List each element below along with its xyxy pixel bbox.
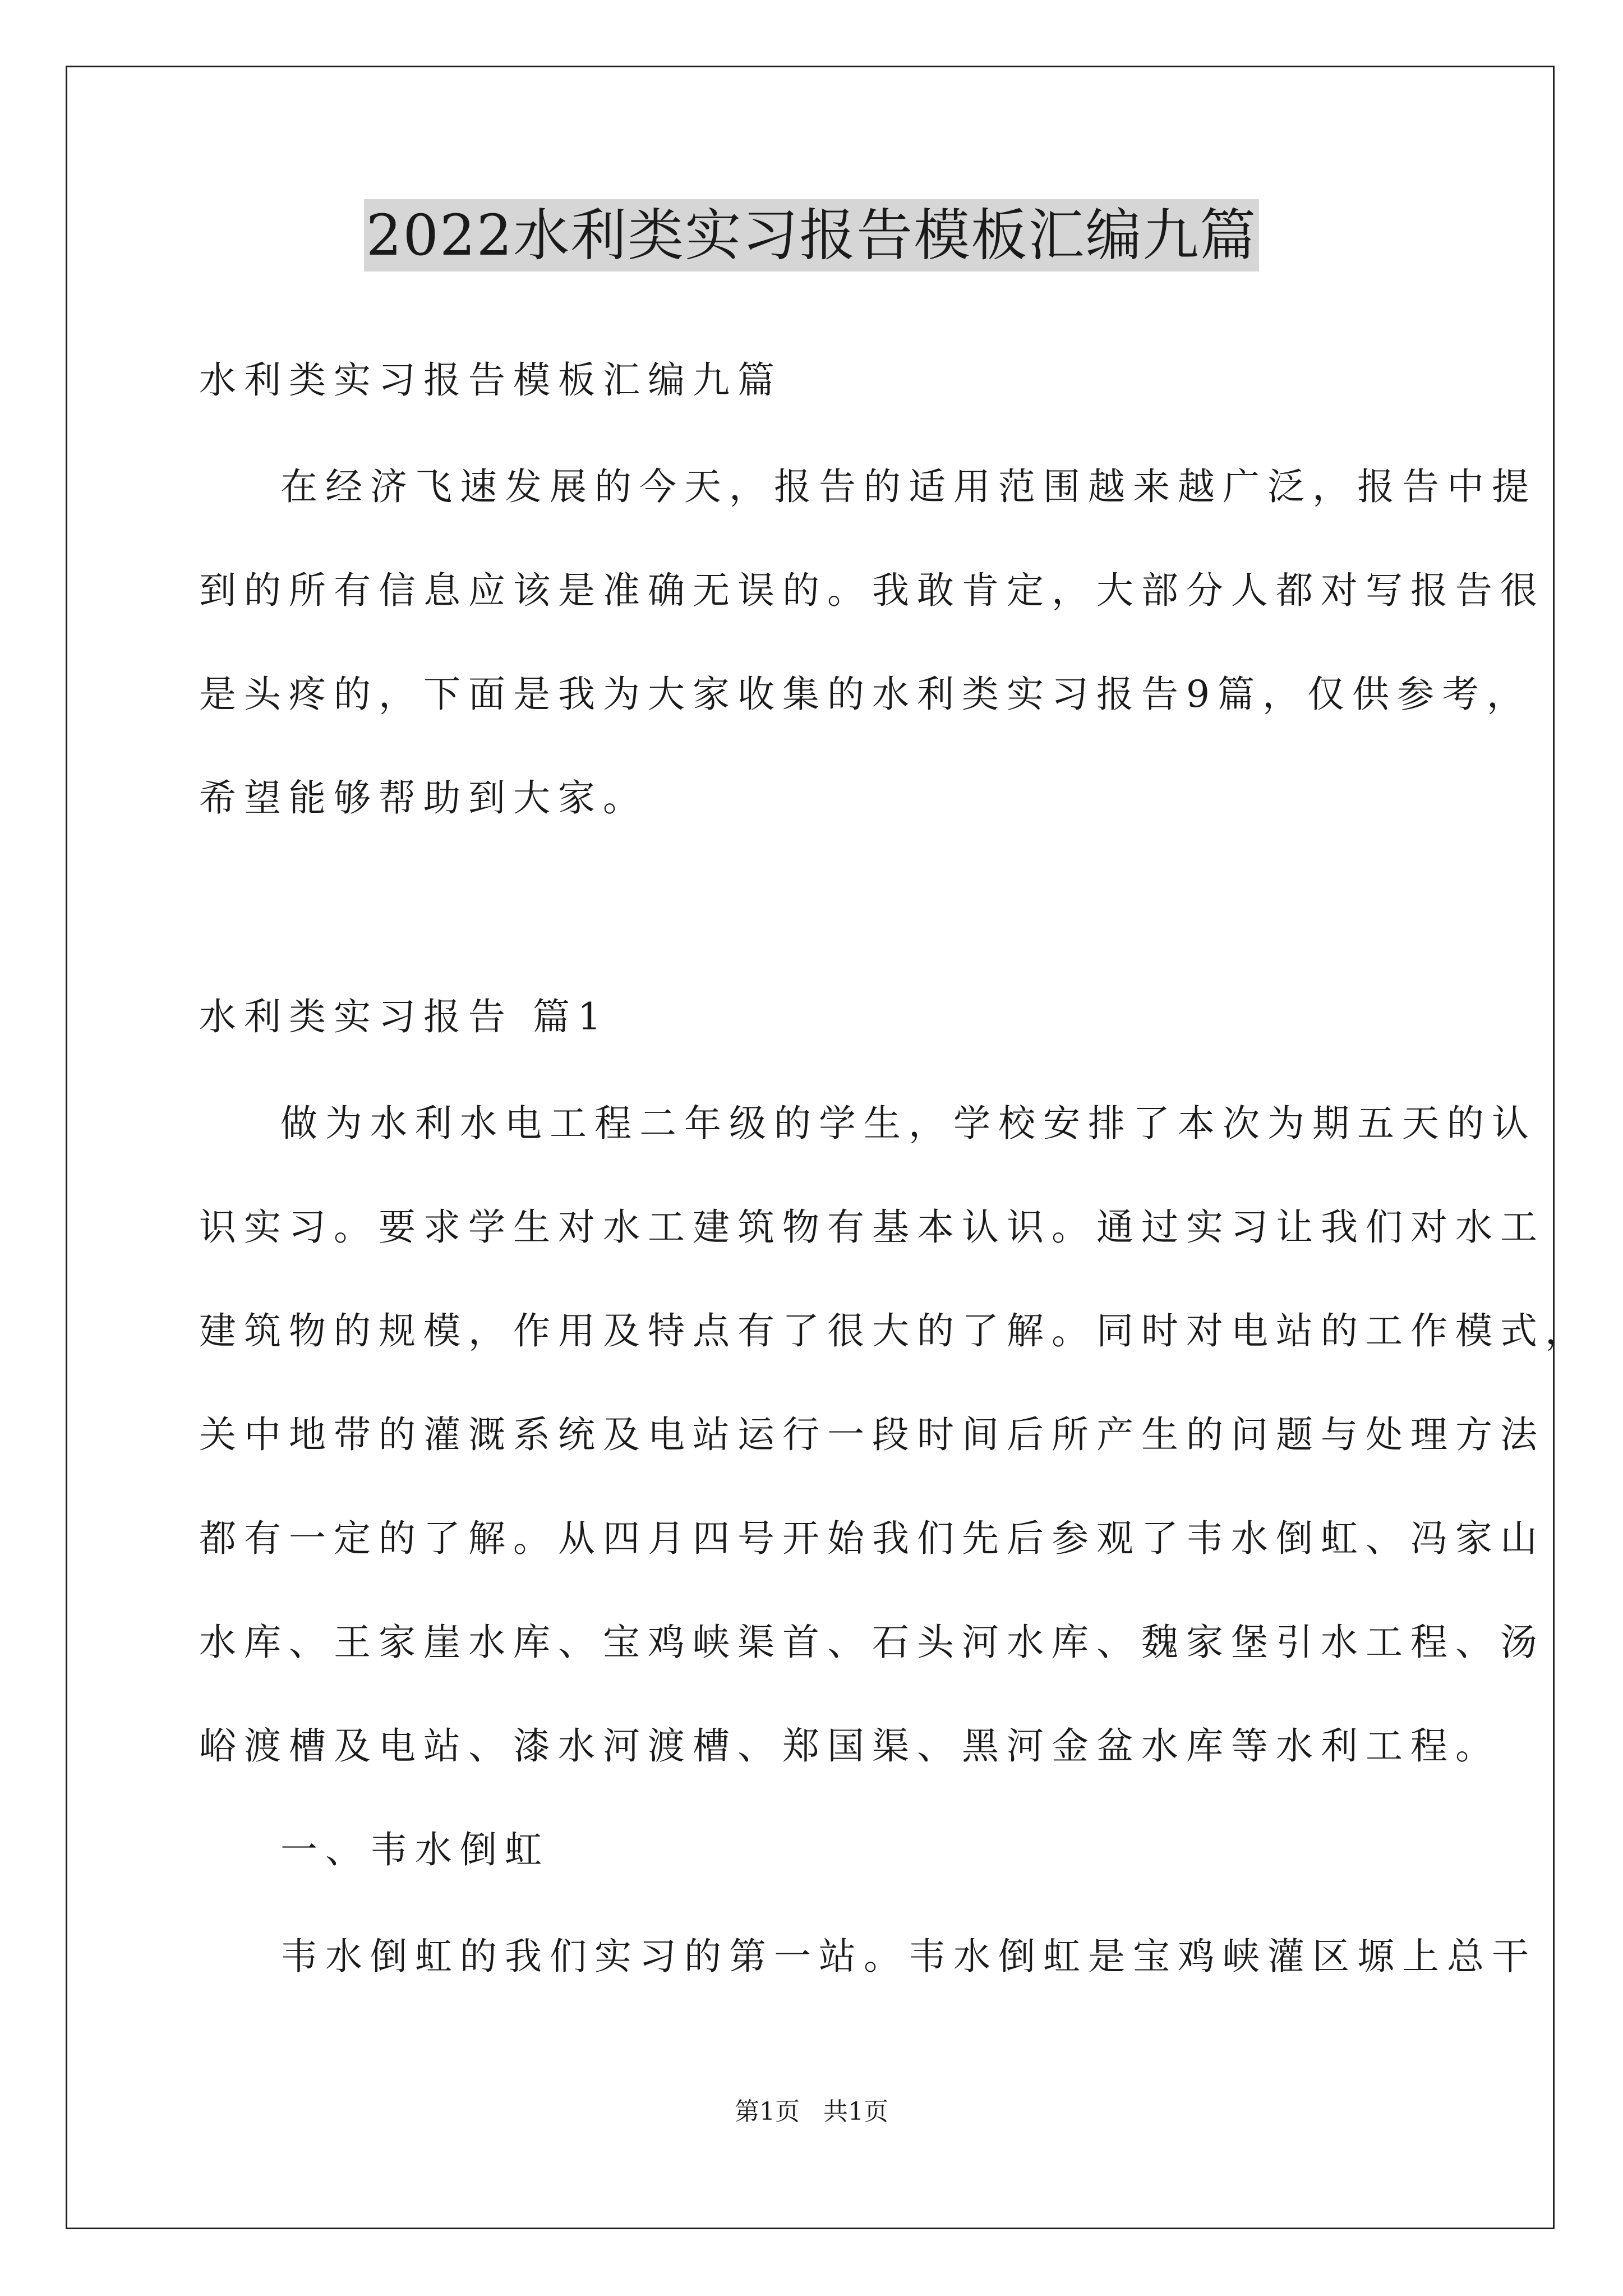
body-line-6: 水库、王家崖水库、宝鸡峡渠首、石头河水库、魏家堡引水工程、汤: [199, 1621, 1545, 1664]
intro-line-1: 在经济飞速发展的今天，报告的适用范围越来越广泛，报告中提: [280, 465, 1537, 508]
body-line-3: 建筑物的规模，作用及特点有了很大的了解。同时对电站的工作模式，: [199, 1309, 1590, 1352]
body-line-5: 都有一定的了解。从四月四号开始我们先后参观了韦水倒虹、冯家山: [199, 1517, 1545, 1560]
intro-line-2: 到的所有信息应该是准确无误的。我敢肯定，大部分人都对写报告很: [199, 569, 1545, 612]
section-heading: 水利类实习报告 篇1: [199, 995, 609, 1038]
intro-line-3: 是头疼的，下面是我为大家收集的水利类实习报告9篇，仅供参考，: [199, 673, 1532, 716]
document-title-text: 2022水利类实习报告模板汇编九篇: [364, 199, 1260, 272]
body-line-2: 识实习。要求学生对水工建筑物有基本认识。通过实习让我们对水工: [199, 1205, 1545, 1249]
body-line-4: 关中地带的灌溉系统及电站运行一段时间后所产生的问题与处理方法: [199, 1413, 1545, 1456]
body-line-1: 做为水利水电工程二年级的学生，学校安排了本次为期五天的认: [280, 1102, 1537, 1145]
subheading: 一、韦水倒虹: [280, 1828, 550, 1871]
body-line-7: 峪渡槽及电站、漆水河渡槽、郑国渠、黑河金盆水库等水利工程。: [199, 1724, 1500, 1768]
page-total: 共1页: [823, 2097, 888, 2126]
page-number: 第1页: [735, 2097, 800, 2126]
document-title: [0, 196, 1623, 275]
document-subtitle: 水利类实习报告模板汇编九篇: [199, 358, 782, 402]
intro-line-4: 希望能够帮助到大家。: [199, 776, 648, 820]
page-footer: [0, 2095, 1623, 2129]
body-last-line: 韦水倒虹的我们实习的第一站。韦水倒虹是宝鸡峡灌区塬上总干: [280, 1935, 1537, 1978]
